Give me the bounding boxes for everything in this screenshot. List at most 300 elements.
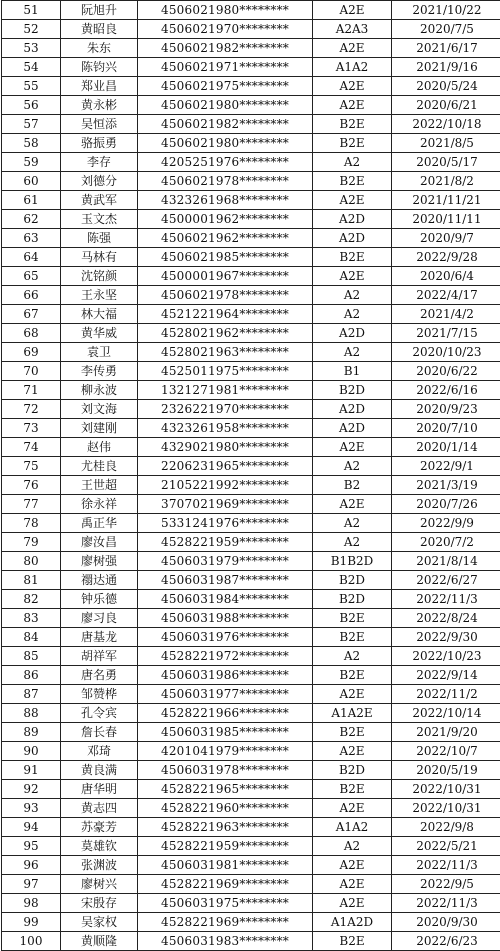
row-number: 55 xyxy=(2,77,61,96)
row-number: 83 xyxy=(2,609,61,628)
table-row xyxy=(2,913,500,932)
license-class: A1A2E xyxy=(313,704,392,723)
license-class: B1 xyxy=(313,362,392,381)
license-class: B2E xyxy=(313,628,392,647)
table-row xyxy=(2,58,500,77)
issue-date: 2020/6/4 xyxy=(392,267,500,286)
person-name: 黄华威 xyxy=(61,324,138,343)
person-name: 廖树强 xyxy=(61,552,138,571)
person-name: 张渊波 xyxy=(61,856,138,875)
license-class: B2E xyxy=(313,723,392,742)
table-row xyxy=(2,932,500,951)
issue-date: 2020/5/17 xyxy=(392,153,500,172)
row-number: 58 xyxy=(2,134,61,153)
table-row xyxy=(2,39,500,58)
table-row xyxy=(2,894,500,913)
person-name: 林大福 xyxy=(61,305,138,324)
table-row xyxy=(2,267,500,286)
row-number: 74 xyxy=(2,438,61,457)
table-row xyxy=(2,248,500,267)
issue-date: 2022/9/30 xyxy=(392,628,500,647)
id-number: 4506031985******** xyxy=(138,723,313,742)
license-class: B2E xyxy=(313,609,392,628)
row-number: 99 xyxy=(2,913,61,932)
id-number: 4506021978******** xyxy=(138,172,313,191)
license-class: A2E xyxy=(313,856,392,875)
table-row xyxy=(2,495,500,514)
issue-date: 2020/5/24 xyxy=(392,77,500,96)
license-class: B2D xyxy=(313,381,392,400)
id-number: 4506031988******** xyxy=(138,609,313,628)
id-number: 4528221969******** xyxy=(138,913,313,932)
row-number: 59 xyxy=(2,153,61,172)
id-number: 1321271981******** xyxy=(138,381,313,400)
license-class: A2 xyxy=(313,837,392,856)
table-row xyxy=(2,343,500,362)
row-number: 67 xyxy=(2,305,61,324)
person-name: 廖习良 xyxy=(61,609,138,628)
license-class: B1B2D xyxy=(313,552,392,571)
table-row xyxy=(2,191,500,210)
table-row xyxy=(2,799,500,818)
row-number: 71 xyxy=(2,381,61,400)
row-number: 85 xyxy=(2,647,61,666)
table-row xyxy=(2,533,500,552)
license-class: A2D xyxy=(313,419,392,438)
license-class: A2E xyxy=(313,685,392,704)
person-name: 陈钧兴 xyxy=(61,58,138,77)
row-number: 77 xyxy=(2,495,61,514)
license-class: A1A2D xyxy=(313,913,392,932)
id-number: 4528221959******** xyxy=(138,837,313,856)
row-number: 86 xyxy=(2,666,61,685)
table-row xyxy=(2,1,500,20)
table-row xyxy=(2,457,500,476)
table-row xyxy=(2,419,500,438)
license-class: A2D xyxy=(313,324,392,343)
row-number: 88 xyxy=(2,704,61,723)
driver-license-table xyxy=(1,0,500,951)
row-number: 64 xyxy=(2,248,61,267)
table-row xyxy=(2,381,500,400)
license-class: A2E xyxy=(313,1,392,20)
row-number: 51 xyxy=(2,1,61,20)
row-number: 73 xyxy=(2,419,61,438)
person-name: 黄良满 xyxy=(61,761,138,780)
license-class: B2E xyxy=(313,248,392,267)
issue-date: 2022/10/7 xyxy=(392,742,500,761)
license-class: A2 xyxy=(313,343,392,362)
row-number: 62 xyxy=(2,210,61,229)
license-class: B2D xyxy=(313,590,392,609)
table-row xyxy=(2,780,500,799)
license-class: A2 xyxy=(313,153,392,172)
issue-date: 2021/7/15 xyxy=(392,324,500,343)
row-number: 81 xyxy=(2,571,61,590)
issue-date: 2022/9/28 xyxy=(392,248,500,267)
row-number: 84 xyxy=(2,628,61,647)
row-number: 97 xyxy=(2,875,61,894)
issue-date: 2020/7/5 xyxy=(392,20,500,39)
row-number: 79 xyxy=(2,533,61,552)
id-number: 2206231965******** xyxy=(138,457,313,476)
row-number: 78 xyxy=(2,514,61,533)
id-number: 4500001962******** xyxy=(138,210,313,229)
row-number: 82 xyxy=(2,590,61,609)
id-number: 4506031979******** xyxy=(138,552,313,571)
issue-date: 2022/6/23 xyxy=(392,932,500,951)
table-row xyxy=(2,647,500,666)
issue-date: 2021/10/22 xyxy=(392,1,500,20)
license-class: A2E xyxy=(313,191,392,210)
license-class: A1A2 xyxy=(313,818,392,837)
table-row xyxy=(2,286,500,305)
person-name: 黄昭良 xyxy=(61,20,138,39)
issue-date: 2022/9/9 xyxy=(392,514,500,533)
row-number: 93 xyxy=(2,799,61,818)
id-number: 4506021980******** xyxy=(138,96,313,115)
issue-date: 2020/6/21 xyxy=(392,96,500,115)
person-name: 刘文海 xyxy=(61,400,138,419)
license-class: A2 xyxy=(313,533,392,552)
row-number: 68 xyxy=(2,324,61,343)
row-number: 91 xyxy=(2,761,61,780)
id-number: 4528221966******** xyxy=(138,704,313,723)
license-class: A2E xyxy=(313,96,392,115)
id-number: 4201041979******** xyxy=(138,742,313,761)
issue-date: 2020/6/22 xyxy=(392,362,500,381)
id-number: 5331241976******** xyxy=(138,514,313,533)
id-number: 4528221969******** xyxy=(138,875,313,894)
id-number: 4506031983******** xyxy=(138,932,313,951)
license-class: A2D xyxy=(313,210,392,229)
row-number: 60 xyxy=(2,172,61,191)
row-number: 70 xyxy=(2,362,61,381)
person-name: 唐名勇 xyxy=(61,666,138,685)
person-name: 邹赞桦 xyxy=(61,685,138,704)
issue-date: 2022/5/21 xyxy=(392,837,500,856)
license-class: B2E xyxy=(313,666,392,685)
license-class: B2E xyxy=(313,134,392,153)
table-row xyxy=(2,210,500,229)
table-row xyxy=(2,362,500,381)
row-number: 72 xyxy=(2,400,61,419)
issue-date: 2020/7/26 xyxy=(392,495,500,514)
person-name: 宋殷存 xyxy=(61,894,138,913)
issue-date: 2021/6/17 xyxy=(392,39,500,58)
id-number: 4205251976******** xyxy=(138,153,313,172)
id-number: 4506021971******** xyxy=(138,58,313,77)
issue-date: 2020/9/23 xyxy=(392,400,500,419)
issue-date: 2022/9/1 xyxy=(392,457,500,476)
id-number: 4528221960******** xyxy=(138,799,313,818)
issue-date: 2022/9/8 xyxy=(392,818,500,837)
person-name: 马林有 xyxy=(61,248,138,267)
license-class: A2E xyxy=(313,267,392,286)
table-row xyxy=(2,552,500,571)
license-class: B2D xyxy=(313,761,392,780)
table-row xyxy=(2,609,500,628)
row-number: 90 xyxy=(2,742,61,761)
license-class: B2E xyxy=(313,172,392,191)
person-name: 尤桂良 xyxy=(61,457,138,476)
issue-date: 2020/9/30 xyxy=(392,913,500,932)
table-row xyxy=(2,761,500,780)
issue-date: 2021/8/5 xyxy=(392,134,500,153)
license-class: A2 xyxy=(313,514,392,533)
table-row xyxy=(2,628,500,647)
row-number: 76 xyxy=(2,476,61,495)
person-name: 胡祥军 xyxy=(61,647,138,666)
table-row xyxy=(2,115,500,134)
issue-date: 2022/10/14 xyxy=(392,704,500,723)
id-number: 4528021963******** xyxy=(138,343,313,362)
table-row xyxy=(2,742,500,761)
id-number: 4329021980******** xyxy=(138,438,313,457)
license-class: A2 xyxy=(313,457,392,476)
issue-date: 2022/10/23 xyxy=(392,647,500,666)
id-number: 4506031977******** xyxy=(138,685,313,704)
person-name: 李存 xyxy=(61,153,138,172)
row-number: 92 xyxy=(2,780,61,799)
license-class: A2A3 xyxy=(313,20,392,39)
table-row xyxy=(2,96,500,115)
id-number: 4506021975******** xyxy=(138,77,313,96)
issue-date: 2020/7/2 xyxy=(392,533,500,552)
id-number: 4506031976******** xyxy=(138,628,313,647)
row-number: 69 xyxy=(2,343,61,362)
issue-date: 2022/6/27 xyxy=(392,571,500,590)
issue-date: 2022/11/3 xyxy=(392,590,500,609)
person-name: 吴恒添 xyxy=(61,115,138,134)
license-class: A2E xyxy=(313,799,392,818)
issue-date: 2021/11/21 xyxy=(392,191,500,210)
person-name: 朱东 xyxy=(61,39,138,58)
id-number: 4506021982******** xyxy=(138,115,313,134)
issue-date: 2021/3/19 xyxy=(392,476,500,495)
person-name: 郑业昌 xyxy=(61,77,138,96)
person-name: 王世超 xyxy=(61,476,138,495)
person-name: 唐基龙 xyxy=(61,628,138,647)
id-number: 4506031987******** xyxy=(138,571,313,590)
issue-date: 2022/10/31 xyxy=(392,780,500,799)
license-class: A2 xyxy=(313,286,392,305)
row-number: 100 xyxy=(2,932,61,951)
issue-date: 2022/11/2 xyxy=(392,685,500,704)
license-class: B2D xyxy=(313,571,392,590)
table-row xyxy=(2,134,500,153)
table-row xyxy=(2,305,500,324)
person-name: 徐永祥 xyxy=(61,495,138,514)
person-name: 骆振勇 xyxy=(61,134,138,153)
person-name: 詹长春 xyxy=(61,723,138,742)
table-row xyxy=(2,818,500,837)
license-class: A2E xyxy=(313,742,392,761)
license-class: A2E xyxy=(313,875,392,894)
id-number: 3707021969******** xyxy=(138,495,313,514)
row-number: 65 xyxy=(2,267,61,286)
id-number: 4500001967******** xyxy=(138,267,313,286)
id-number: 4323261958******** xyxy=(138,419,313,438)
issue-date: 2021/8/2 xyxy=(392,172,500,191)
id-number: 4506021982******** xyxy=(138,39,313,58)
person-name: 廖汝昌 xyxy=(61,533,138,552)
table-row xyxy=(2,400,500,419)
person-name: 钟乐德 xyxy=(61,590,138,609)
person-name: 黄武军 xyxy=(61,191,138,210)
id-number: 4506021962******** xyxy=(138,229,313,248)
table-row xyxy=(2,685,500,704)
issue-date: 2022/9/14 xyxy=(392,666,500,685)
person-name: 刘建刚 xyxy=(61,419,138,438)
issue-date: 2020/11/11 xyxy=(392,210,500,229)
table-row xyxy=(2,476,500,495)
person-name: 邓琦 xyxy=(61,742,138,761)
row-number: 80 xyxy=(2,552,61,571)
issue-date: 2020/1/14 xyxy=(392,438,500,457)
id-number: 4506021985******** xyxy=(138,248,313,267)
issue-date: 2022/11/3 xyxy=(392,894,500,913)
person-name: 黄志四 xyxy=(61,799,138,818)
license-class: A2E xyxy=(313,77,392,96)
table-row xyxy=(2,77,500,96)
row-number: 52 xyxy=(2,20,61,39)
row-number: 53 xyxy=(2,39,61,58)
id-number: 4506031986******** xyxy=(138,666,313,685)
issue-date: 2021/8/14 xyxy=(392,552,500,571)
person-name: 吴家权 xyxy=(61,913,138,932)
row-number: 56 xyxy=(2,96,61,115)
person-name: 黄永彬 xyxy=(61,96,138,115)
row-number: 54 xyxy=(2,58,61,77)
issue-date: 2020/9/7 xyxy=(392,229,500,248)
person-name: 陈强 xyxy=(61,229,138,248)
row-number: 61 xyxy=(2,191,61,210)
person-name: 王永坚 xyxy=(61,286,138,305)
table-row xyxy=(2,856,500,875)
row-number: 66 xyxy=(2,286,61,305)
person-name: 李传勇 xyxy=(61,362,138,381)
issue-date: 2022/6/16 xyxy=(392,381,500,400)
license-class: B2E xyxy=(313,932,392,951)
license-class: A2D xyxy=(313,229,392,248)
person-name: 禹正华 xyxy=(61,514,138,533)
person-name: 赵伟 xyxy=(61,438,138,457)
id-number: 4528221972******** xyxy=(138,647,313,666)
person-name: 孔令宾 xyxy=(61,704,138,723)
license-class: A2D xyxy=(313,400,392,419)
license-class: A2E xyxy=(313,495,392,514)
person-name: 刘德分 xyxy=(61,172,138,191)
person-name: 禤达通 xyxy=(61,571,138,590)
table-row xyxy=(2,438,500,457)
table-row xyxy=(2,723,500,742)
id-number: 4506021980******** xyxy=(138,1,313,20)
issue-date: 2021/9/20 xyxy=(392,723,500,742)
id-number: 4506031984******** xyxy=(138,590,313,609)
issue-date: 2020/7/10 xyxy=(392,419,500,438)
issue-date: 2022/9/5 xyxy=(392,875,500,894)
id-number: 4506031975******** xyxy=(138,894,313,913)
id-number: 4525011975******** xyxy=(138,362,313,381)
license-class: A2 xyxy=(313,647,392,666)
id-number: 4506021980******** xyxy=(138,134,313,153)
issue-date: 2022/10/31 xyxy=(392,799,500,818)
id-number: 4506031978******** xyxy=(138,761,313,780)
id-number: 4323261968******** xyxy=(138,191,313,210)
row-number: 63 xyxy=(2,229,61,248)
issue-date: 2020/10/23 xyxy=(392,343,500,362)
license-class: B2 xyxy=(313,476,392,495)
person-name: 阮旭升 xyxy=(61,1,138,20)
license-class: A2E xyxy=(313,894,392,913)
id-number: 2326221970******** xyxy=(138,400,313,419)
license-class: A1A2 xyxy=(313,58,392,77)
person-name: 莫雄钦 xyxy=(61,837,138,856)
table-row xyxy=(2,571,500,590)
table-row xyxy=(2,590,500,609)
table-row xyxy=(2,514,500,533)
person-name: 袁卫 xyxy=(61,343,138,362)
id-number: 4506021978******** xyxy=(138,286,313,305)
issue-date: 2022/8/24 xyxy=(392,609,500,628)
issue-date: 2022/11/3 xyxy=(392,856,500,875)
id-number: 4521221964******** xyxy=(138,305,313,324)
table-row xyxy=(2,875,500,894)
person-name: 沈铭颜 xyxy=(61,267,138,286)
table-row xyxy=(2,837,500,856)
table-row xyxy=(2,324,500,343)
id-number: 4528221963******** xyxy=(138,818,313,837)
license-class: A2E xyxy=(313,39,392,58)
table-row xyxy=(2,666,500,685)
id-number: 2105221992******** xyxy=(138,476,313,495)
license-class: A2 xyxy=(313,305,392,324)
license-class: B2E xyxy=(313,780,392,799)
row-number: 96 xyxy=(2,856,61,875)
issue-date: 2022/4/17 xyxy=(392,286,500,305)
issue-date: 2022/10/18 xyxy=(392,115,500,134)
table-row xyxy=(2,20,500,39)
row-number: 87 xyxy=(2,685,61,704)
row-number: 75 xyxy=(2,457,61,476)
row-number: 95 xyxy=(2,837,61,856)
table-row xyxy=(2,704,500,723)
row-number: 57 xyxy=(2,115,61,134)
license-class: A2E xyxy=(313,438,392,457)
table-body xyxy=(2,1,500,951)
id-number: 4506031981******** xyxy=(138,856,313,875)
table-row xyxy=(2,153,500,172)
person-name: 玉文杰 xyxy=(61,210,138,229)
issue-date: 2021/9/16 xyxy=(392,58,500,77)
id-number: 4506021970******** xyxy=(138,20,313,39)
table-row xyxy=(2,172,500,191)
license-class: B2E xyxy=(313,115,392,134)
table-row xyxy=(2,229,500,248)
id-number: 4528221959******** xyxy=(138,533,313,552)
id-number: 4528221965******** xyxy=(138,780,313,799)
person-name: 柳永波 xyxy=(61,381,138,400)
row-number: 94 xyxy=(2,818,61,837)
person-name: 廖树兴 xyxy=(61,875,138,894)
row-number: 98 xyxy=(2,894,61,913)
issue-date: 2021/4/2 xyxy=(392,305,500,324)
person-name: 苏豪芳 xyxy=(61,818,138,837)
row-number: 89 xyxy=(2,723,61,742)
issue-date: 2020/5/19 xyxy=(392,761,500,780)
person-name: 黄顺隆 xyxy=(61,932,138,951)
